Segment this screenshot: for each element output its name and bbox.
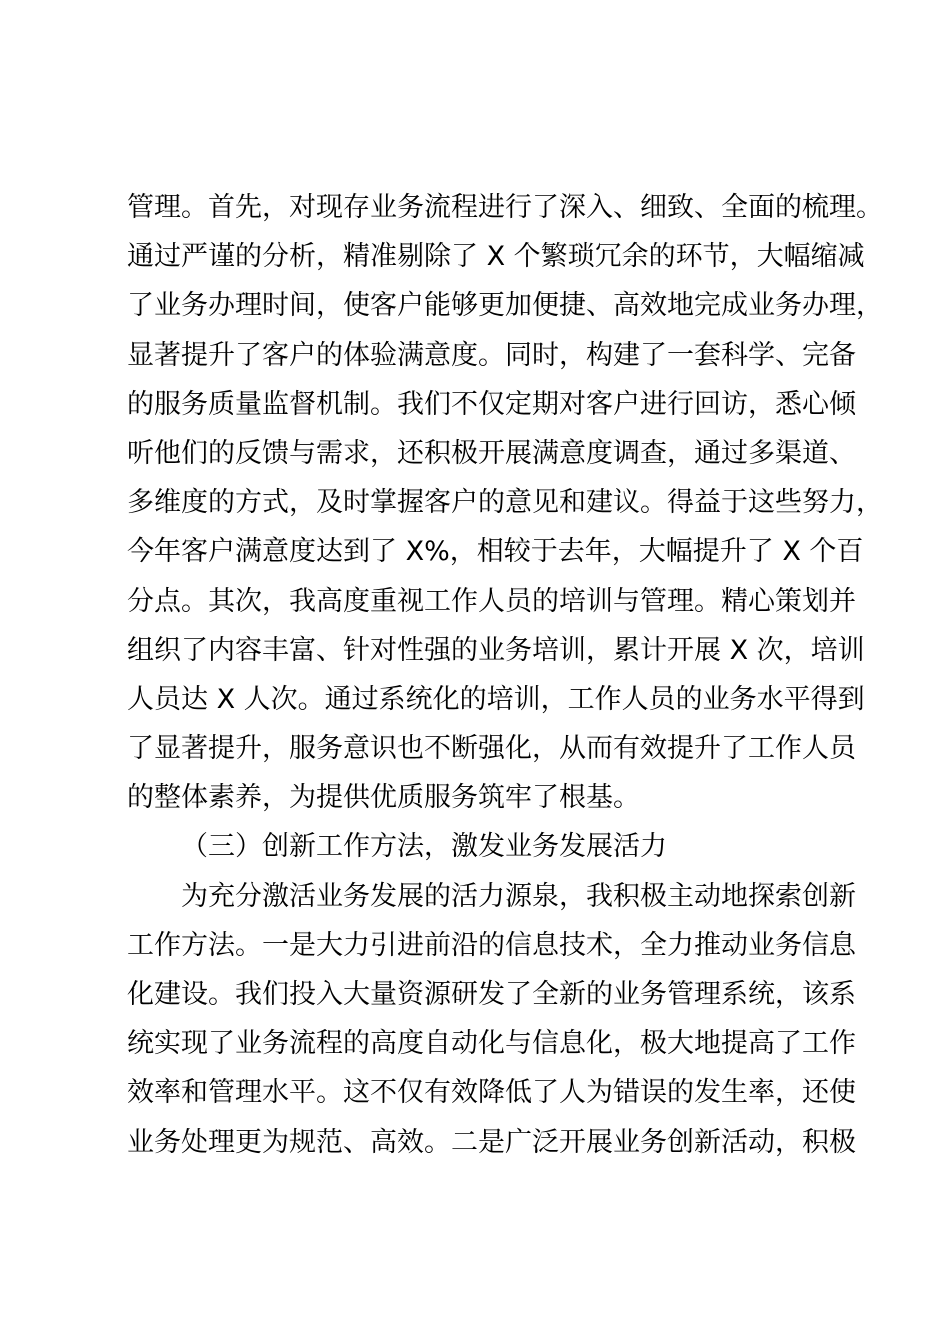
- text-line: 显著提升了客户的体验满意度。同时，构建了一套科学、完备: [127, 339, 856, 371]
- text-line: 业务处理更为规范、高效。二是广泛开展业务创新活动，积极: [127, 1126, 856, 1158]
- text-line: 了显著提升，服务意识也不断强化，从而有效提升了工作人员: [127, 733, 856, 765]
- text-line: 了业务办理时间，使客户能够更加便捷、高效地完成业务办理，: [127, 290, 883, 322]
- text-line: 工作方法。一是大力引进前沿的信息技术，全力推动业务信息: [127, 929, 856, 961]
- text-line: 今年客户满意度达到了 X%，相较于去年，大幅提升了 X 个百: [127, 536, 864, 568]
- text-line: 多维度的方式，及时掌握客户的意见和建议。得益于这些努力，: [127, 487, 883, 519]
- body-text: [127, 183, 883, 1167]
- text-line: 管理。首先，对现存业务流程进行了深入、细致、全面的梳理。: [127, 192, 883, 223]
- text-line: 通过严谨的分析，精准剔除了 X 个繁琐冗余的环节，大幅缩减: [127, 241, 865, 273]
- text-line: 分点。其次，我高度重视工作人员的培训与管理。精心策划并: [127, 585, 856, 617]
- text-line: 的服务质量监督机制。我们不仅定期对客户进行回访，悉心倾: [127, 388, 856, 420]
- text-line: 统实现了业务流程的高度自动化与信息化，极大地提高了工作: [127, 1028, 856, 1060]
- text-line: 听他们的反馈与需求，还积极开展满意度调查，通过多渠道、: [127, 437, 856, 469]
- text-line: 组织了内容丰富、针对性强的业务培训，累计开展 X 次，培训: [127, 634, 865, 666]
- text-line: 效率和管理水平。这不仅有效降低了人为错误的发生率，还使: [127, 1077, 856, 1109]
- text-line: 化建设。我们投入大量资源研发了全新的业务管理系统，该系: [127, 979, 856, 1010]
- text-line: 为充分激活业务发展的活力源泉，我积极主动地探索创新: [181, 880, 856, 912]
- text-line: 人员达 X 人次。通过系统化的培训，工作人员的业务水平得到: [127, 683, 865, 715]
- text-line: 的整体素养，为提供优质服务筑牢了根基。: [127, 782, 640, 814]
- section-heading: （三）创新工作方法，激发业务发展活力: [181, 831, 667, 863]
